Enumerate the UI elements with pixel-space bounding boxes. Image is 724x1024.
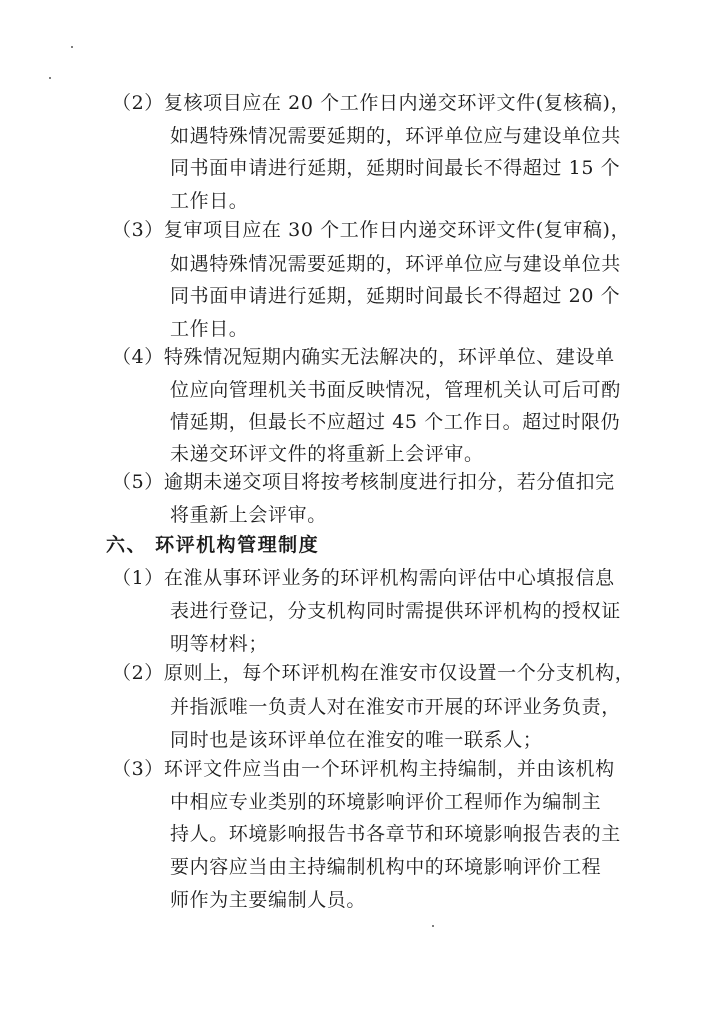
- scan-speck: [432, 925, 434, 927]
- paragraph-4-line-2: 位应向管理机关书面反映情况，管理机关认可后可酌: [170, 379, 621, 401]
- paragraph-2-line-4: 工作日。: [170, 190, 249, 212]
- scan-speck: [49, 77, 51, 79]
- paragraph-3-line-1: （3）复审项目应在 30 个工作日内递交环评文件(复审稿)，: [112, 219, 631, 241]
- paragraph-4-line-4: 未递交环评文件的将重新上会评审。: [170, 443, 484, 465]
- paragraph-2-line-3: 同书面申请进行延期，延期时间最长不得超过 15 个: [170, 157, 621, 179]
- section6-item-3-line-5: 师作为主要编制人员。: [170, 889, 367, 911]
- section6-item-3-line-1: （3）环评文件应当由一个环评机构主持编制，并由该机构: [112, 758, 615, 780]
- section6-item-2-line-1: （2）原则上，每个环评机构在淮安市仅设置一个分支机构，: [112, 662, 635, 684]
- section6-item-2-line-2: 并指派唯一负责人对在淮安市开展的环评业务负责，: [170, 696, 621, 718]
- paragraph-3-line-2: 如遇特殊情况需要延期的，环评单位应与建设单位共: [170, 253, 621, 275]
- paragraph-4-line-3: 情延期，但最长不应超过 45 个工作日。超过时限仍: [170, 411, 621, 433]
- paragraph-2-line-1: （2）复核项目应在 20 个工作日内递交环评文件(复核稿)，: [112, 92, 631, 114]
- paragraph-3-line-3: 同书面申请进行延期，延期时间最长不得超过 20 个: [170, 285, 621, 307]
- section6-item-1-line-2: 表进行登记，分支机构同时需提供环评机构的授权证: [170, 600, 621, 622]
- section6-item-3-line-4: 要内容应当由主持编制机构中的环境影响评价工程: [170, 856, 602, 878]
- paragraph-4-line-1: （4）特殊情况短期内确实无法解决的，环评单位、建设单: [112, 346, 615, 368]
- section6-item-3-line-2: 中相应专业类别的环境影响评价工程师作为编制主: [170, 791, 602, 813]
- section6-item-1-line-1: （1）在淮从事环评业务的环评机构需向评估中心填报信息: [112, 567, 615, 589]
- section6-item-1-line-3: 明等材料；: [170, 633, 269, 655]
- paragraph-5-line-1: （5）逾期未递交项目将按考核制度进行扣分，若分值扣完: [112, 471, 615, 493]
- section-heading: 六、 环评机构管理制度: [106, 534, 320, 556]
- section6-item-3-line-3: 持人。环境影响报告书各章节和环境影响报告表的主: [170, 823, 621, 845]
- section6-item-2-line-3: 同时也是该环评单位在淮安的唯一联系人；: [170, 729, 543, 751]
- paragraph-2-line-2: 如遇特殊情况需要延期的，环评单位应与建设单位共: [170, 125, 621, 147]
- paragraph-3-line-4: 工作日。: [170, 318, 249, 340]
- scan-speck: [71, 46, 73, 48]
- paragraph-5-line-2: 将重新上会评审。: [170, 504, 327, 526]
